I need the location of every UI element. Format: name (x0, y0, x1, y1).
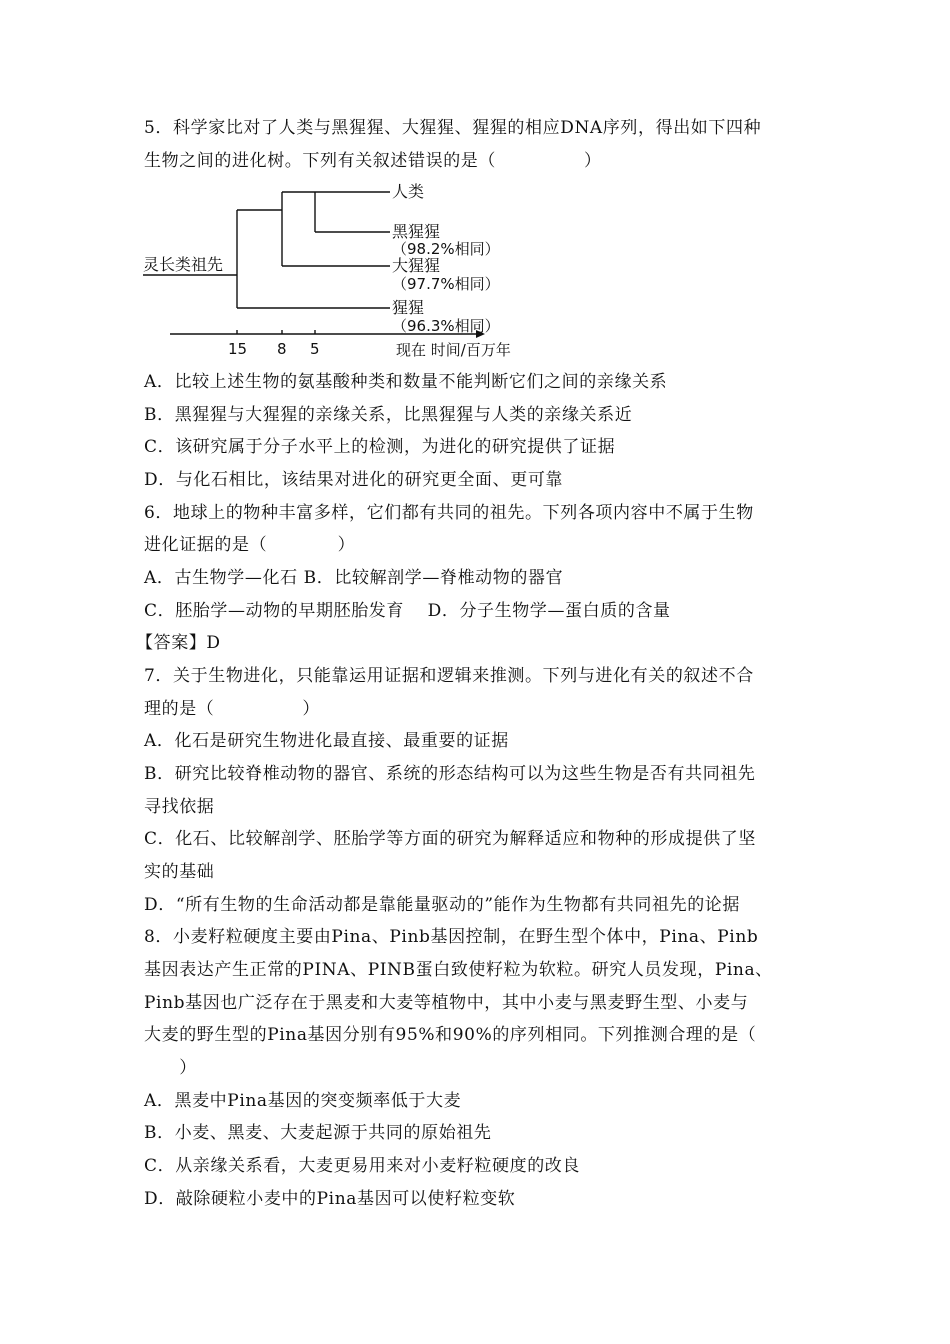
q6-stem-line-2: 进化证据的是（ ） (144, 535, 356, 555)
evolution-tree-figure (140, 178, 540, 364)
q7-option-b-line-1: B．研究比较脊椎动物的器官、系统的形态结构可以为这些生物是否有共同祖先 (144, 764, 756, 784)
q8-option-c: C．从亲缘关系看，大麦更易用来对小麦籽粒硬度的改良 (144, 1156, 581, 1176)
q6-answer: 【答案】D (136, 633, 221, 653)
q7-stem-line-1: 7．关于生物进化，只能靠运用证据和逻辑来推测。下列与进化有关的叙述不合 (144, 666, 754, 686)
q6-stem-line-1: 6．地球上的物种丰富多样，它们都有共同的祖先。下列各项内容中不属于生物 (144, 503, 754, 523)
gorilla-label: 大猩猩 (392, 256, 441, 275)
q7-option-b-line-2: 寻找依据 (144, 797, 215, 817)
q8-stem-line-1: 8．小麦籽粒硬度主要由Pina、Pinb基因控制，在野生型个体中，Pina、Pinb (144, 927, 759, 947)
gorilla-percent-label: （97.7%相同） (392, 275, 500, 293)
chimp-label: 黑猩猩 (392, 222, 441, 241)
q5-option-b: B．黑猩猩与大猩猩的亲缘关系，比黑猩猩与人类的亲缘关系近 (144, 405, 633, 425)
q8-stem-line-4: 大麦的野生型的Pina基因分别有95%和90%的序列相同。下列推测合理的是（ (144, 1025, 757, 1045)
q5-stem-line-1: 5．科学家比对了人类与黑猩猩、大猩猩、猩猩的相应DNA序列，得出如下四种 (144, 118, 762, 138)
q7-option-a: A．化石是研究生物进化最直接、最重要的证据 (144, 731, 509, 751)
tick-label-8: 8 (277, 340, 287, 358)
q8-option-b: B．小麦、黑麦、大麦起源于共同的原始祖先 (144, 1123, 492, 1143)
q8-stem-line-5: ） (144, 1058, 197, 1078)
q7-option-c-line-2: 实的基础 (144, 862, 215, 882)
orangutan-percent-label: （96.3%相同） (392, 317, 500, 335)
orangutan-label: 猩猩 (392, 298, 425, 317)
q7-option-c-line-1: C．化石、比较解剖学、胚胎学等方面的研究为解释适应和物种的形成提供了坚 (144, 829, 757, 849)
chimp-percent-label: （98.2%相同） (392, 240, 500, 258)
q5-option-a: A．比较上述生物的氨基酸种类和数量不能判断它们之间的亲缘关系 (144, 372, 668, 392)
q5-option-d: D．与化石相比，该结果对进化的研究更全面、更可靠 (144, 470, 564, 490)
tick-label-15: 15 (228, 340, 248, 358)
q8-stem-line-2: 基因表达产生正常的PINA、PINB蛋白致使籽粒为软粒。研究人员发现，Pina、 (144, 960, 773, 980)
root-label: 灵长类祖先 (143, 255, 224, 274)
q7-stem-line-2: 理的是（ ） (144, 699, 320, 719)
q6-option-cd: C．胚胎学—动物的早期胚胎发育 D．分子生物学—蛋白质的含量 (144, 601, 671, 621)
tick-label-5: 5 (310, 340, 320, 358)
q5-option-c: C．该研究属于分子水平上的检测，为进化的研究提供了证据 (144, 437, 616, 457)
q8-option-d: D．敲除硬粒小麦中的Pina基因可以使籽粒变软 (144, 1189, 516, 1209)
human-label: 人类 (392, 182, 425, 201)
q7-option-d: D．“所有生物的生命活动都是靠能量驱动的”能作为生物都有共同祖先的论据 (144, 895, 741, 915)
q6-option-ab: A．古生物学—化石 B．比较解剖学—脊椎动物的器官 (144, 568, 564, 588)
q5-stem-line-2: 生物之间的进化树。下列有关叙述错误的是（ ） (144, 151, 602, 171)
q8-stem-line-3: Pinb基因也广泛存在于黑麦和大麦等植物中，其中小麦与黑麦野生型、小麦与 (144, 993, 749, 1013)
q8-option-a: A．黑麦中Pina基因的突变频率低于大麦 (144, 1091, 462, 1111)
time-axis-label: 现在 时间/百万年 (396, 341, 511, 359)
